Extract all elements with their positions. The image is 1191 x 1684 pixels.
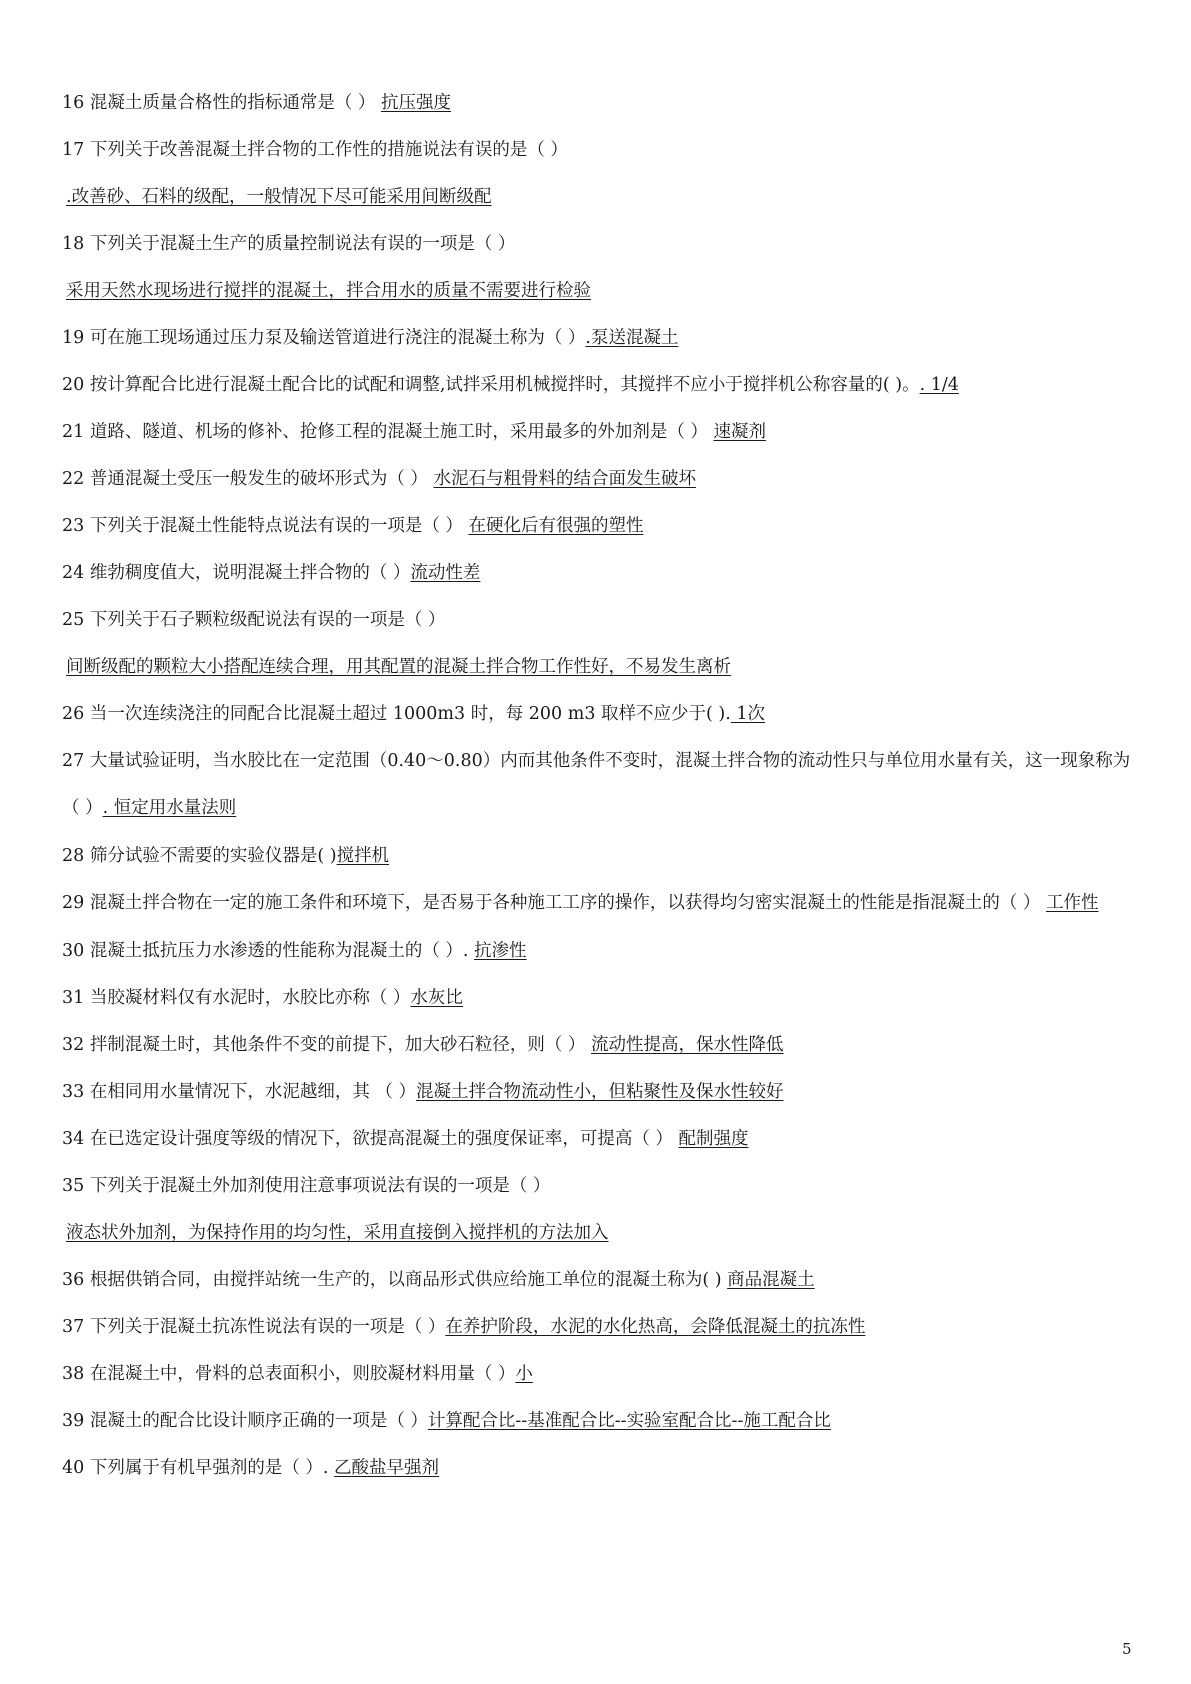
question-text: 24 维勃稠度值大，说明混凝土拌合物的（ ） bbox=[62, 563, 411, 583]
question-line bbox=[62, 1455, 1142, 1481]
question-text: 26 当一次连续浇注的同配合比混凝土超过 1000m3 时，每 200 m3 取样不应少于( ). bbox=[62, 704, 731, 724]
question-line bbox=[62, 90, 1142, 116]
question-text: 18 下列关于混凝土生产的质量控制说法有误的一项是（ ） bbox=[62, 234, 516, 254]
answer-text: 乙酸盐早强剂 bbox=[334, 1458, 440, 1478]
answer-text: 配制强度 bbox=[678, 1129, 749, 1149]
question-line bbox=[62, 419, 1142, 445]
answer-text: . 恒定用水量法则 bbox=[102, 798, 237, 818]
question-line bbox=[62, 985, 1142, 1011]
answer-text: 在硬化后有很强的塑性 bbox=[468, 516, 644, 536]
question-line bbox=[62, 1314, 1142, 1340]
question-text: 30 混凝土抵抗压力水渗透的性能称为混凝土的（ ）. bbox=[62, 941, 475, 961]
question-text: 39 混凝土的配合比设计顺序正确的一项是（ ） bbox=[62, 1411, 428, 1431]
question-line bbox=[62, 1408, 1142, 1434]
answer-text: 水灰比 bbox=[410, 988, 463, 1008]
question-text: 35 下列关于混凝土外加剂使用注意事项说法有误的一项是（ ） bbox=[62, 1176, 551, 1196]
question-text: 17 下列关于改善混凝土拌合物的工作性的措施说法有误的是（ ） bbox=[62, 140, 568, 160]
answer-text: .改善砂、石料的级配，一般情况下尽可能采用间断级配 bbox=[66, 187, 492, 207]
answer-text: 水泥石与粗骨料的结合面发生破坏 bbox=[433, 469, 696, 489]
question-line bbox=[62, 1361, 1142, 1387]
question-line bbox=[62, 880, 1142, 927]
question-line bbox=[62, 701, 1142, 727]
question-text: 16 混凝土质量合格性的指标通常是（ ） bbox=[62, 93, 381, 113]
question-text: 21 道路、隧道、机场的修补、抢修工程的混凝土施工时，采用最多的外加剂是（ ） bbox=[62, 422, 714, 442]
answer-text: 液态状外加剂，为保持作用的均匀性，采用直接倒入搅拌机的方法加入 bbox=[66, 1223, 609, 1243]
answer-text: . 1/4 bbox=[919, 375, 959, 395]
question-text: 33 在相同用水量情况下，水泥越细，其 （ ） bbox=[62, 1082, 416, 1102]
question-line bbox=[62, 607, 1142, 633]
answer-text: 流动性提高，保水性降低 bbox=[590, 1035, 784, 1055]
question-text: 37 下列关于混凝土抗冻性说法有误的一项是（ ） bbox=[62, 1317, 446, 1337]
question-text: 23 下列关于混凝土性能特点说法有误的一项是（ ） bbox=[62, 516, 469, 536]
question-line bbox=[62, 1079, 1142, 1105]
answer-text: 抗渗性 bbox=[474, 941, 527, 961]
question-text: 29 混凝土拌合物在一定的施工条件和环境下，是否易于各种施工工序的操作，以获得均匀密实混凝土的性能是指混凝土的（ ） bbox=[62, 893, 1046, 913]
answer-text: 抗压强度 bbox=[380, 93, 451, 113]
question-line bbox=[62, 1173, 1142, 1199]
question-line bbox=[62, 1032, 1142, 1058]
question-text: 36 根据供销合同，由搅拌站统一生产的，以商品形式供应给施工单位的混凝土称为( ) bbox=[62, 1270, 728, 1290]
question-line bbox=[62, 137, 1142, 163]
question-line bbox=[62, 1267, 1142, 1293]
question-text: 20 按计算配合比进行混凝土配合比的试配和调整,试拌采用机械搅拌时，其搅拌不应小于搅拌机公称容量的( )。 bbox=[62, 375, 920, 395]
question-text: 32 拌制混凝土时，其他条件不变的前提下，加大砂石粒径，则（ ） bbox=[62, 1035, 591, 1055]
question-line bbox=[62, 654, 1142, 680]
question-line bbox=[62, 1220, 1142, 1246]
answer-text: 间断级配的颗粒大小搭配连续合理，用其配置的混凝土拌合物工作性好，不易发生离析 bbox=[66, 657, 731, 677]
answer-text: 工作性 bbox=[1045, 893, 1099, 913]
answer-text: 速凝剂 bbox=[713, 422, 766, 442]
question-text: 27 大量试验证明，当水胶比在一定范围（0.40～0.80）内而其他条件不变时，混凝土拌合物的流动性只与单位用水量有关，这一现象称为（ ） bbox=[62, 751, 1131, 818]
question-line bbox=[62, 738, 1142, 832]
question-line bbox=[62, 938, 1142, 964]
answer-text: 小 bbox=[515, 1364, 533, 1384]
answer-text: 流动性差 bbox=[410, 563, 481, 583]
question-text: 40 下列属于有机早强剂的是（ ）. bbox=[62, 1458, 335, 1478]
question-line bbox=[62, 1126, 1142, 1152]
answer-text: 采用天然水现场进行搅拌的混凝土，拌合用水的质量不需要进行检验 bbox=[66, 281, 591, 301]
question-line bbox=[62, 325, 1142, 351]
answer-text: .泵送混凝土 bbox=[585, 328, 679, 348]
question-line bbox=[62, 278, 1142, 304]
question-text: 25 下列关于石子颗粒级配说法有误的一项是（ ） bbox=[62, 610, 446, 630]
question-list bbox=[62, 90, 1142, 1502]
question-line bbox=[62, 513, 1142, 539]
page-number: 5 bbox=[1122, 1640, 1132, 1658]
answer-text: 搅拌机 bbox=[336, 846, 390, 866]
question-text: 19 可在施工现场通过压力泵及输送管道进行浇注的混凝土称为（ ） bbox=[62, 328, 586, 348]
answer-text: 混凝土拌合物流动性小，但粘聚性及保水性较好 bbox=[415, 1082, 784, 1102]
question-line bbox=[62, 843, 1142, 869]
question-text: 34 在已选定设计强度等级的情况下，欲提高混凝土的强度保证率，可提高（ ） bbox=[62, 1129, 679, 1149]
answer-text: 在养护阶段，水泥的水化热高，会降低混凝土的抗冻性 bbox=[445, 1317, 866, 1337]
answer-text: 1次 bbox=[730, 704, 766, 724]
question-line bbox=[62, 184, 1142, 210]
question-line bbox=[62, 560, 1142, 586]
question-text: 22 普通混凝土受压一般发生的破坏形式为（ ） bbox=[62, 469, 434, 489]
answer-text: 商品混凝土 bbox=[727, 1270, 815, 1290]
question-text: 28 筛分试验不需要的实验仪器是( ) bbox=[62, 846, 337, 866]
answer-text: 计算配合比--基准配合比--实验室配合比--施工配合比 bbox=[427, 1411, 831, 1431]
question-line bbox=[62, 372, 1142, 398]
question-line bbox=[62, 231, 1142, 257]
question-text: 31 当胶凝材料仅有水泥时，水胶比亦称（ ） bbox=[62, 988, 411, 1008]
question-line bbox=[62, 466, 1142, 492]
question-text: 38 在混凝土中，骨料的总表面积小，则胶凝材料用量（ ） bbox=[62, 1364, 516, 1384]
